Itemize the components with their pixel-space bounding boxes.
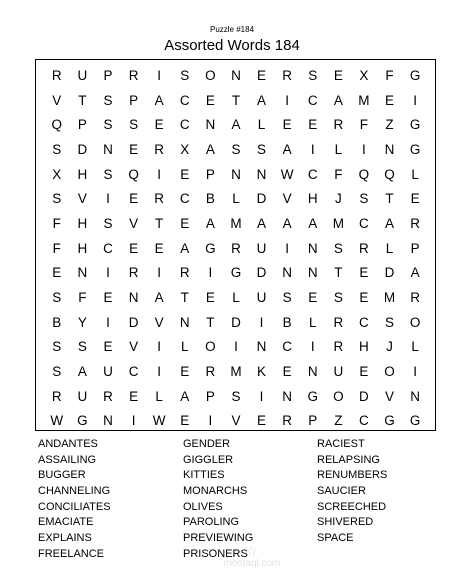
grid-cell: N [282, 265, 293, 281]
grid-cell: I [208, 413, 213, 429]
grid-cell: S [180, 67, 190, 83]
word-list-column-1 [38, 437, 111, 563]
grid-cell: L [411, 339, 419, 355]
grid-cell: E [129, 141, 139, 157]
grid-cell: R [205, 364, 216, 380]
grid-cell: C [179, 117, 190, 133]
grid-cell: L [334, 141, 343, 157]
grid-cell: A [205, 141, 215, 157]
grid-cell: S [103, 166, 113, 182]
grid-cell: M [383, 290, 396, 306]
grid-cell: N [256, 166, 267, 182]
grid-cell: J [334, 191, 342, 207]
grid-cell: L [257, 117, 266, 133]
grid-cell: D [128, 314, 139, 330]
grid-cell: X [359, 67, 369, 83]
grid-cell: E [52, 265, 62, 281]
grid-cell: R [333, 117, 344, 133]
grid-cell: N [103, 413, 113, 429]
word-list-item: RELAPSING [317, 453, 380, 466]
grid-cell: I [106, 265, 110, 281]
grid-cell: E [129, 388, 139, 404]
grid-cell: E [180, 215, 190, 231]
grid-cell: R [154, 141, 165, 157]
grid-cell: Q [128, 166, 139, 182]
grid-cell: E [180, 413, 190, 429]
grid-cell: W [280, 166, 294, 182]
grid-cell: A [205, 215, 215, 231]
grid-cell: I [413, 364, 417, 380]
grid-cell: R [282, 413, 293, 429]
grid-cell: R [103, 388, 113, 404]
grid-cell: N [384, 141, 395, 157]
grid-cell: S [231, 388, 241, 404]
word-list-item: RACIEST [317, 438, 365, 450]
word-list-item: PAROLING [183, 516, 240, 529]
word-list-item: OLIVES [183, 500, 223, 513]
grid-cell: N [231, 67, 241, 83]
grid-cell: P [205, 388, 215, 404]
grid-cell: P [129, 92, 139, 108]
grid-cell: M [358, 92, 370, 108]
grid-cell: I [285, 240, 290, 256]
grid-cell: E [205, 92, 215, 108]
watermark-glyph: 存 [247, 547, 257, 558]
grid-cell: I [157, 364, 162, 380]
grid-cell: D [77, 141, 88, 157]
grid-cell: S [231, 141, 241, 157]
grid-cell: D [256, 265, 267, 281]
grid-cell: C [359, 215, 369, 231]
grid-cell: E [308, 117, 318, 133]
grid-cell: T [206, 314, 215, 330]
grid-cell: A [77, 364, 87, 380]
grid-cell: C [128, 364, 139, 380]
grid-cell: U [77, 67, 88, 83]
grid-cell: E [257, 67, 267, 83]
grid-cell: H [307, 191, 318, 207]
grid-cell: B [282, 314, 292, 330]
grid-cell: Q [358, 166, 370, 182]
grid-cell: C [103, 240, 113, 256]
grid-cell: N [307, 240, 318, 256]
grid-cell: P [308, 413, 318, 429]
grid-cell: O [333, 388, 344, 404]
grid-cell: C [179, 92, 190, 108]
word-list-item: KITTIES [183, 469, 225, 482]
grid-cell: C [359, 314, 369, 330]
grid-cell: V [129, 339, 139, 355]
grid-cell: D [384, 265, 395, 281]
word-list-column-3 [317, 437, 387, 547]
grid-cell: I [234, 339, 238, 355]
grid-cell: G [230, 265, 242, 281]
grid-cell: A [410, 265, 420, 281]
grid-cell: N [205, 117, 216, 133]
grid-cell: S [333, 290, 343, 306]
grid-cell: E [205, 290, 215, 306]
grid-cell: E [359, 290, 369, 306]
grid-cell: G [409, 117, 421, 133]
grid-cell: A [333, 92, 343, 108]
grid-cell: V [52, 92, 62, 108]
grid-cell: F [334, 166, 343, 182]
grid-cell: E [129, 191, 139, 207]
grid-cell: A [282, 141, 292, 157]
grid-cell: D [256, 191, 267, 207]
grid-cell: R [410, 290, 420, 306]
grid-cell: T [78, 92, 87, 108]
grid-cell: I [259, 388, 264, 404]
grid-cell: L [385, 240, 394, 256]
grid-cell: I [106, 191, 110, 207]
grid-cell: U [333, 364, 344, 380]
letter-grid [44, 63, 429, 433]
grid-cell: I [157, 339, 162, 355]
grid-cell: S [333, 240, 343, 256]
word-list-item: PREVIEWING [183, 532, 254, 545]
grid-cell: C [307, 92, 318, 108]
word-list-item: GIGGLER [183, 453, 234, 466]
grid-cell: R [128, 265, 139, 281]
grid-cell: L [181, 339, 189, 355]
grid-cell: F [52, 215, 61, 231]
word-list-item: RENUMBERS [317, 469, 388, 482]
word-list-item: ASSAILING [38, 453, 97, 466]
word-list-item: CHANNELING [38, 485, 111, 498]
grid-cell: F [52, 240, 61, 256]
grid-cell: R [51, 388, 62, 404]
grid-cell: I [157, 265, 162, 281]
grid-cell: I [208, 265, 213, 281]
grid-cell: W [50, 413, 64, 429]
grid-cell: O [205, 339, 216, 355]
grid-cell: R [282, 67, 293, 83]
grid-cell: L [232, 191, 240, 207]
grid-cell: U [256, 290, 267, 306]
grid-cell: A [231, 117, 241, 133]
word-list-item: PRISONERS [183, 547, 248, 560]
grid-cell: F [359, 117, 369, 133]
grid-cell: N [307, 265, 318, 281]
grid-cell: I [310, 141, 315, 157]
grid-cell: E [385, 92, 395, 108]
grid-cell: O [384, 364, 395, 380]
grid-cell: A [154, 290, 164, 306]
grid-cell: G [409, 67, 421, 83]
word-list-item: FREELANCE [38, 547, 105, 560]
grid-cell: N [307, 364, 318, 380]
grid-cell: I [259, 314, 264, 330]
word-list-item: SHIVERED [317, 516, 374, 529]
grid-cell: C [359, 413, 369, 429]
grid-cell: R [154, 191, 165, 207]
grid-cell: N [231, 166, 241, 182]
grid-cell: L [308, 314, 317, 330]
grid-cell: N [103, 141, 113, 157]
grid-cell: E [180, 166, 190, 182]
grid-cell: U [103, 364, 113, 380]
grid-cell: T [155, 215, 164, 231]
grid-cell: M [230, 215, 242, 231]
grid-cell: F [385, 67, 394, 83]
grid-cell: M [230, 364, 242, 380]
grid-cell: E [308, 290, 318, 306]
grid-cell: A [385, 215, 395, 231]
grid-cell: A [154, 92, 164, 108]
grid-cell: W [152, 413, 166, 429]
grid-cell: P [205, 166, 215, 182]
grid-cell: V [129, 215, 139, 231]
grid-cell: S [52, 364, 62, 380]
grid-cell: C [307, 166, 318, 182]
grid-cell: N [410, 388, 420, 404]
grid-cell: O [205, 67, 216, 83]
word-list-item: BUGGER [38, 469, 86, 482]
grid-cell: Q [51, 117, 63, 133]
grid-cell: I [285, 92, 290, 108]
grid-cell: T [180, 290, 189, 306]
grid-cell: X [52, 166, 62, 182]
grid-cell: E [103, 290, 113, 306]
grid-cell: E [359, 364, 369, 380]
grid-cell: G [384, 413, 395, 429]
grid-cell: E [180, 364, 190, 380]
grid-cell: N [282, 388, 293, 404]
grid-cell: R [333, 339, 344, 355]
puzzle-number: Puzzle #184 [209, 25, 255, 34]
grid-cell: H [77, 240, 88, 256]
word-list-item: EXPLAINS [38, 532, 92, 545]
grid-cell: J [386, 339, 393, 355]
grid-cell: I [362, 141, 366, 157]
grid-cell: E [410, 191, 420, 207]
grid-cell: Y [77, 314, 87, 330]
grid-cell: X [180, 141, 190, 157]
word-list-item: CONCILIATES [38, 500, 111, 513]
grid-cell: R [179, 265, 190, 281]
grid-cell: Z [385, 117, 394, 133]
grid-cell: S [103, 117, 113, 133]
grid-cell: S [308, 67, 318, 83]
grid-cell: T [334, 265, 343, 281]
grid-cell: H [77, 166, 88, 182]
grid-cell: B [205, 191, 215, 207]
grid-cell: V [231, 413, 241, 429]
grid-cell: N [77, 265, 88, 281]
grid-cell: T [385, 191, 394, 207]
grid-cell: S [129, 117, 139, 133]
grid-cell: C [282, 339, 293, 355]
grid-cell: A [308, 215, 318, 231]
word-list-item: GENDER [183, 438, 231, 450]
grid-cell: S [52, 141, 62, 157]
grid-cell: V [282, 191, 292, 207]
grid-cell: L [232, 290, 240, 306]
grid-cell: G [77, 413, 88, 429]
grid-cell: D [231, 314, 241, 330]
grid-cell: S [103, 215, 113, 231]
grid-cell: E [154, 117, 164, 133]
word-list-item: EMACIATE [38, 516, 94, 529]
grid-cell: A [257, 92, 267, 108]
grid-cell: D [359, 388, 369, 404]
grid-cell: O [409, 314, 421, 330]
word-list-item: SPACE [317, 532, 354, 545]
grid-cell: P [410, 240, 420, 256]
watermark-text: mostaql.com [223, 558, 281, 569]
grid-cell: N [256, 339, 267, 355]
grid-cell: E [103, 339, 113, 355]
word-list-item: ANDANTES [38, 438, 98, 450]
watermark-logo [222, 547, 282, 571]
grid-cell: L [411, 166, 419, 182]
grid-cell: I [157, 67, 162, 83]
grid-cell: A [180, 240, 190, 256]
grid-cell: E [282, 364, 292, 380]
grid-cell: T [231, 92, 241, 108]
grid-cell: G [409, 141, 421, 157]
grid-cell: S [282, 290, 292, 306]
grid-cell: S [77, 339, 87, 355]
grid-cell: F [78, 290, 87, 306]
grid-cell: I [131, 413, 136, 429]
grid-cell: E [129, 240, 139, 256]
grid-cell: R [410, 215, 420, 231]
grid-cell: R [128, 67, 139, 83]
word-list-item: SCREECHED [317, 500, 387, 513]
grid-cell: I [157, 166, 162, 182]
grid-cell: H [77, 215, 88, 231]
grid-cell: U [256, 240, 267, 256]
word-list-column-2 [183, 437, 253, 563]
word-search-grid [35, 59, 436, 431]
grid-cell: S [52, 290, 62, 306]
grid-cell: E [359, 265, 369, 281]
grid-cell: S [257, 141, 267, 157]
grid-cell: A [257, 215, 267, 231]
grid-cell: R [231, 240, 241, 256]
grid-cell: N [128, 290, 139, 306]
grid-cell: K [257, 364, 267, 380]
grid-cell: R [359, 240, 369, 256]
grid-cell: A [180, 388, 190, 404]
grid-cell: C [179, 191, 190, 207]
grid-cell: L [155, 388, 163, 404]
grid-cell: E [333, 67, 343, 83]
grid-cell: Z [334, 413, 343, 429]
grid-cell: P [103, 67, 113, 83]
word-list-item: SAUCIER [317, 485, 366, 498]
grid-cell: R [51, 67, 62, 83]
grid-cell: A [282, 215, 292, 231]
grid-cell: E [282, 117, 292, 133]
grid-cell: P [77, 117, 87, 133]
grid-cell: V [154, 314, 164, 330]
grid-cell: S [103, 92, 113, 108]
grid-cell: Q [384, 166, 395, 182]
grid-cell: S [52, 191, 62, 207]
grid-cell: M [332, 215, 344, 231]
grid-cell: S [385, 314, 395, 330]
grid-cell: I [413, 92, 417, 108]
grid-cell: S [52, 339, 62, 355]
grid-cell: E [257, 413, 267, 429]
grid-cell: G [205, 240, 216, 256]
grid-cell: G [409, 413, 421, 429]
grid-cell: U [77, 388, 88, 404]
grid-cell: E [154, 240, 164, 256]
word-list-item: MONARCHS [183, 485, 248, 498]
grid-cell: I [310, 339, 315, 355]
grid-cell: I [106, 314, 110, 330]
grid-cell: S [359, 191, 369, 207]
grid-cell: V [77, 191, 87, 207]
grid-cell: H [359, 339, 369, 355]
grid-cell: V [385, 388, 395, 404]
puzzle-title: Assorted Words 184 [164, 37, 300, 54]
grid-cell: G [307, 388, 318, 404]
grid-cell: N [179, 314, 190, 330]
grid-cell: R [333, 314, 344, 330]
grid-cell: B [52, 314, 62, 330]
